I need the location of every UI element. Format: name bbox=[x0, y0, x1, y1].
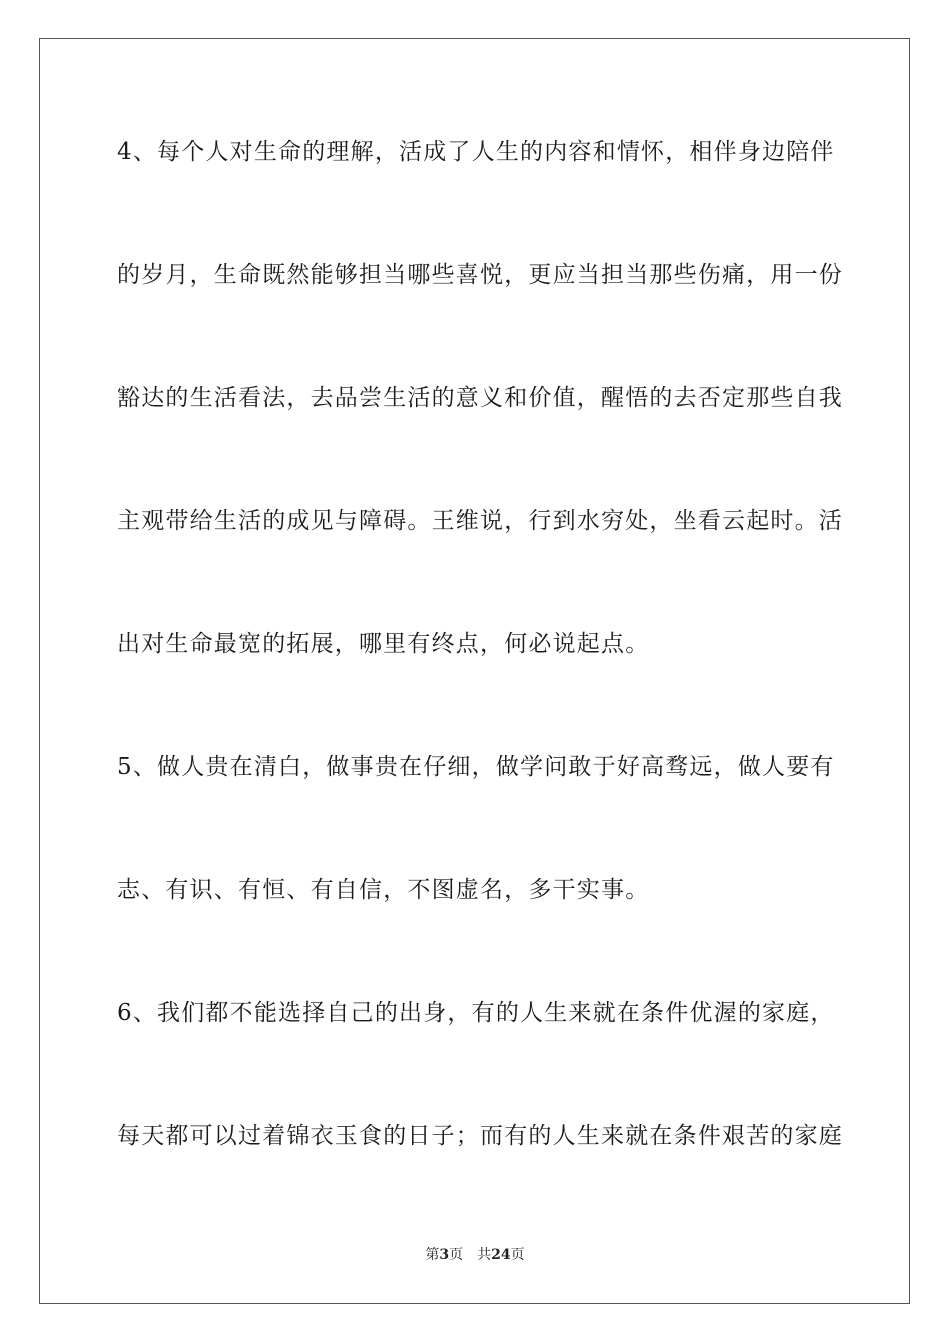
page-border bbox=[39, 38, 910, 1304]
text-line: 出对生命最宽的拓展，哪里有终点，何必说起点。 bbox=[117, 631, 650, 657]
page-number: 3 bbox=[439, 1247, 450, 1263]
total-prefix: 共 bbox=[477, 1247, 492, 1263]
text-line: 豁达的生活看法，去品尝生活的意义和价值，醒悟的去否定那些自我 bbox=[117, 385, 843, 411]
page-suffix: 页 bbox=[449, 1247, 464, 1263]
text-line: 4、每个人对生命的理解，活成了人生的内容和情怀，相伴身边陪伴 bbox=[117, 139, 835, 165]
total-suffix: 页 bbox=[510, 1247, 525, 1263]
text-line: 6、我们都不能选择自己的出身，有的人生来就在条件优渥的家庭， bbox=[117, 1000, 835, 1026]
text-line: 主观带给生活的成见与障碍。王维说，行到水穷处，坐看云起时。活 bbox=[117, 508, 843, 534]
text-line: 的岁月，生命既然能够担当哪些喜悦，更应当担当那些伤痛，用一份 bbox=[117, 262, 843, 288]
text-line: 每天都可以过着锦衣玉食的日子；而有的人生来就在条件艰苦的家庭 bbox=[117, 1123, 843, 1149]
text-line: 志、有识、有恒、有自信，不图虚名，多干实事。 bbox=[117, 877, 650, 903]
page-prefix: 第 bbox=[425, 1247, 440, 1263]
total-pages: 24 bbox=[491, 1247, 511, 1263]
text-line: 5、做人贵在清白，做事贵在仔细，做学问敢于好高骛远，做人要有 bbox=[117, 754, 835, 780]
page-footer bbox=[0, 1246, 950, 1264]
